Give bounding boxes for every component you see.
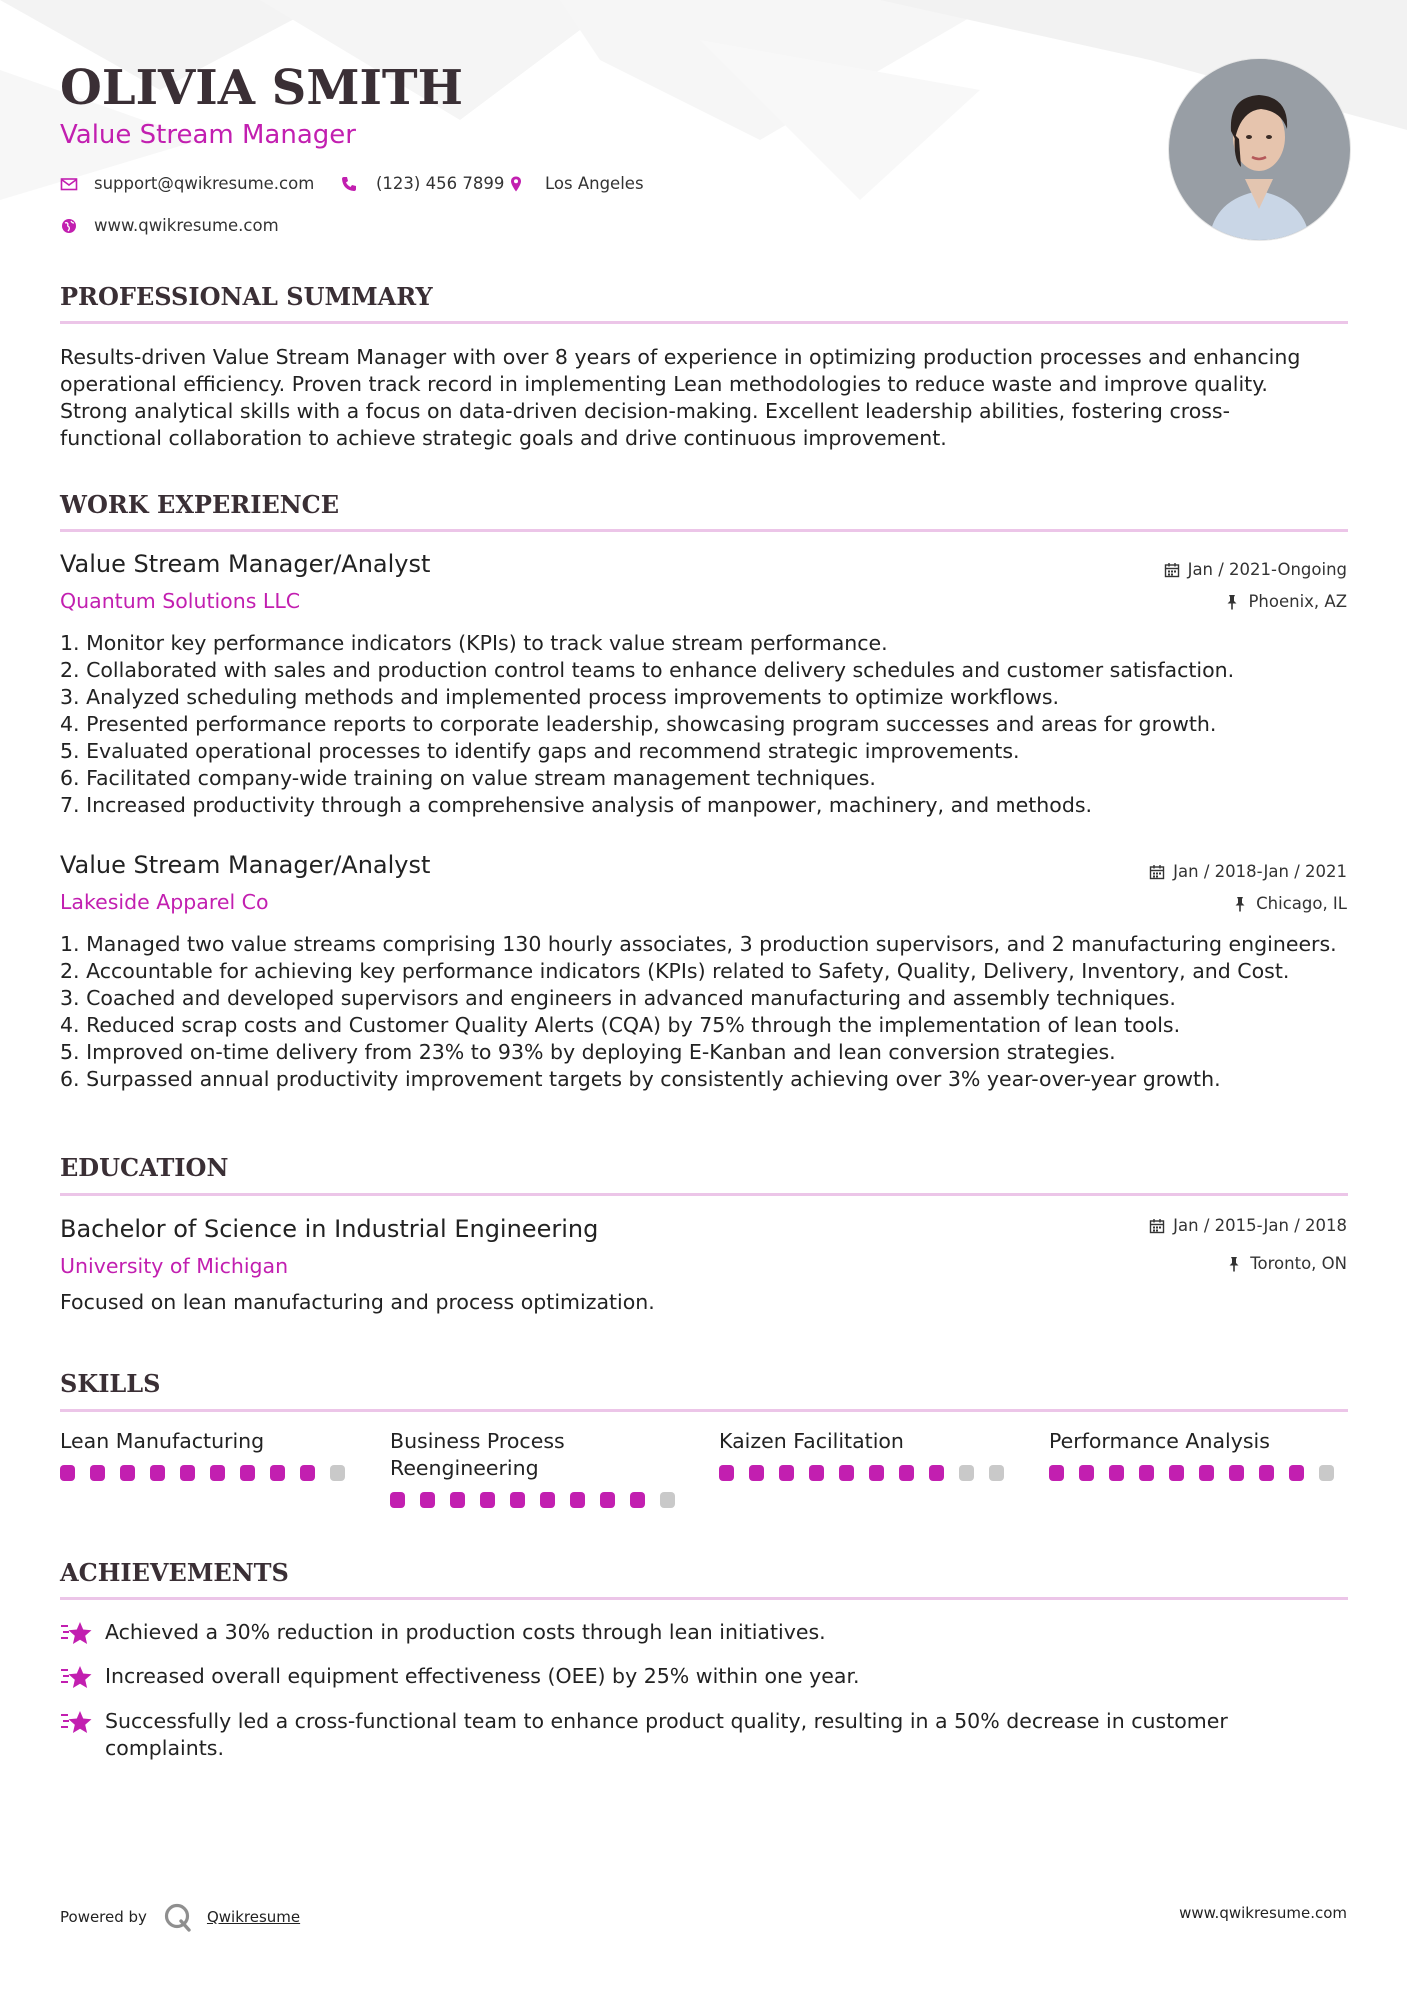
summary-line: functional collaboration to achieve strategic goals and drive continuous improvement. — [60, 426, 947, 450]
education-location-text: Toronto, ON — [1250, 1254, 1347, 1273]
list-item: 5. Improved on-time delivery from 23% to 93% by deploying E-Kanban and lean conversion strategies. — [60, 1040, 1116, 1064]
website-text: www.qwikresume.com — [94, 216, 279, 235]
rating-dot-filled — [450, 1492, 465, 1508]
list-item: 5. Evaluated operational processes to identify gaps and recommend strategic improvements. — [60, 739, 1020, 763]
company-name: Lakeside Apparel Co — [60, 890, 269, 914]
list-item: 1. Managed two value streams comprising 130 hourly associates, 3 production supervisors, and 2 manufacturing engineers. — [60, 932, 1337, 956]
achievements-divider — [60, 1597, 1348, 1600]
skill-rating — [719, 1465, 1019, 1481]
achievement-item — [60, 1619, 1350, 1647]
pushpin-icon — [1226, 1256, 1242, 1272]
pushpin-icon — [1232, 896, 1248, 912]
job-dates-text: Jan / 2021-Ongoing — [1187, 560, 1347, 579]
pushpin-icon — [1224, 594, 1240, 610]
rating-dot-filled — [809, 1465, 824, 1481]
phone-icon — [340, 175, 358, 193]
achievement-line: Increased overall equipment effectiveness (OEE) by 25% within one year. — [105, 1664, 860, 1688]
skill-item — [60, 1428, 360, 1481]
map-pin-icon — [507, 175, 525, 193]
skill-item — [719, 1428, 1019, 1481]
responsibility-list — [60, 931, 1360, 1093]
candidate-name: OLIVIA SMITH — [60, 60, 463, 116]
summary-line: Results-driven Value Stream Manager with over 8 years of experience in optimizing production processes and enhancing — [60, 345, 1301, 369]
summary-line: Strong analytical skills with a focus on data-driven decision-making. Excellent leadership abilities, fostering cross- — [60, 399, 1230, 423]
skill-rating — [60, 1465, 360, 1481]
rating-dot-filled — [929, 1465, 944, 1481]
rating-dot-filled — [1109, 1465, 1124, 1481]
achievements-heading: ACHIEVEMENTS — [60, 1558, 289, 1587]
contact-phone — [340, 173, 504, 195]
job-dates — [1164, 559, 1347, 581]
company-name: Quantum Solutions LLC — [60, 589, 301, 613]
rating-dot-filled — [150, 1465, 165, 1481]
list-item: 4. Reduced scrap costs and Customer Quality Alerts (CQA) by 75% through the implementation of lean tools. — [60, 1013, 1181, 1037]
rating-dot-filled — [540, 1492, 555, 1508]
job-title: Value Stream Manager/Analyst — [60, 851, 431, 879]
education-dates-text: Jan / 2015-Jan / 2018 — [1173, 1216, 1347, 1235]
list-item: 6. Surpassed annual productivity improvement targets by consistently achieving over 3% year-over-year growth. — [60, 1067, 1221, 1091]
rating-dot-filled — [1199, 1465, 1214, 1481]
list-item: 1. Monitor key performance indicators (KPIs) to track value stream performance. — [60, 631, 888, 655]
rating-dot-filled — [839, 1465, 854, 1481]
rating-dot-empty — [1319, 1465, 1334, 1481]
list-item: 2. Accountable for achieving key performance indicators (KPIs) related to Safety, Quality, Delivery, Inventory, and Cost. — [60, 959, 1290, 983]
email-text: support@qwikresume.com — [94, 174, 315, 193]
rating-dot-empty — [959, 1465, 974, 1481]
rating-dot-empty — [989, 1465, 1004, 1481]
envelope-icon — [60, 175, 78, 193]
rating-dot-filled — [240, 1465, 255, 1481]
education-description: Focused on lean manufacturing and process optimization. — [60, 1290, 655, 1314]
star-icon — [60, 1619, 94, 1647]
rating-dot-filled — [779, 1465, 794, 1481]
experience-heading: WORK EXPERIENCE — [60, 490, 340, 519]
job-title: Value Stream Manager/Analyst — [60, 550, 431, 578]
qwikresume-link[interactable]: Qwikresume — [206, 1908, 301, 1926]
rating-dot-filled — [869, 1465, 884, 1481]
summary-heading: PROFESSIONAL SUMMARY — [60, 282, 433, 311]
rating-dot-filled — [180, 1465, 195, 1481]
rating-dot-filled — [390, 1492, 405, 1508]
rating-dot-filled — [1079, 1465, 1094, 1481]
rating-dot-filled — [60, 1465, 75, 1481]
achievement-line: Achieved a 30% reduction in production costs through lean initiatives. — [105, 1620, 826, 1644]
skill-label-line: Lean Manufacturing — [60, 1429, 265, 1453]
skills-divider — [60, 1409, 1348, 1412]
skill-rating — [390, 1492, 690, 1508]
skill-item — [390, 1428, 690, 1508]
calendar-icon — [1149, 1218, 1165, 1234]
achievement-text — [105, 1663, 860, 1690]
powered-by-text: Powered by — [60, 1908, 147, 1926]
experience-divider — [60, 529, 1348, 532]
list-item: 4. Presented performance reports to corporate leadership, showcasing program successes and areas for growth. — [60, 712, 1217, 736]
job-location-text: Chicago, IL — [1256, 894, 1347, 913]
list-item: 3. Coached and developed supervisors and engineers in advanced manufacturing and assembly techniques. — [60, 986, 1176, 1010]
job-location-text: Phoenix, AZ — [1248, 592, 1347, 611]
list-item: 2. Collaborated with sales and production control teams to enhance delivery schedules and customer satisfaction. — [60, 658, 1235, 682]
rating-dot-filled — [1139, 1465, 1154, 1481]
rating-dot-filled — [1049, 1465, 1064, 1481]
rating-dot-filled — [1169, 1465, 1184, 1481]
achievement-item — [60, 1663, 1350, 1691]
skill-rating — [1049, 1465, 1349, 1481]
job-dates-text: Jan / 2018-Jan / 2021 — [1173, 862, 1347, 881]
skill-label-line: Kaizen Facilitation — [719, 1429, 904, 1453]
rating-dot-filled — [719, 1465, 734, 1481]
list-item: 6. Facilitated company-wide training on value stream management techniques. — [60, 766, 876, 790]
list-item: 7. Increased productivity through a comprehensive analysis of manpower, machinery, and methods. — [60, 793, 1093, 817]
rating-dot-filled — [1259, 1465, 1274, 1481]
job-location — [1232, 893, 1347, 915]
skill-label-line: Reengineering — [390, 1456, 539, 1480]
degree-title: Bachelor of Science in Industrial Engineering — [60, 1215, 599, 1243]
rating-dot-filled — [600, 1492, 615, 1508]
contact-website — [60, 215, 279, 237]
skill-label — [60, 1428, 360, 1455]
rating-dot-filled — [300, 1465, 315, 1481]
rating-dot-filled — [510, 1492, 525, 1508]
school-name: University of Michigan — [60, 1254, 289, 1278]
contact-email — [60, 173, 314, 195]
education-heading: EDUCATION — [60, 1153, 229, 1182]
job-dates — [1149, 861, 1347, 883]
skills-heading: SKILLS — [60, 1369, 161, 1398]
achievement-line: Successfully led a cross-functional team to enhance product quality, resulting in a 50% decrease in customer — [105, 1709, 1228, 1733]
education-divider — [60, 1193, 1348, 1196]
skill-item — [1049, 1428, 1349, 1481]
rating-dot-filled — [210, 1465, 225, 1481]
calendar-icon — [1149, 864, 1165, 880]
phone-text: (123) 456 7899 — [376, 174, 505, 193]
rating-dot-filled — [1229, 1465, 1244, 1481]
footer-url[interactable]: www.qwikresume.com — [1179, 1904, 1347, 1922]
list-item: 3. Analyzed scheduling methods and implemented process improvements to optimize workflows. — [60, 685, 1060, 709]
job-location — [1224, 591, 1347, 613]
summary-line: operational efficiency. Proven track record in implementing Lean methodologies to reduce waste and improve quality. — [60, 372, 1268, 396]
summary-text — [60, 344, 1350, 452]
summary-divider — [60, 321, 1348, 324]
education-dates — [1149, 1215, 1347, 1237]
profile-photo — [1168, 58, 1351, 241]
star-icon — [60, 1663, 94, 1691]
skill-label — [390, 1428, 690, 1482]
rating-dot-filled — [1289, 1465, 1304, 1481]
skill-label — [719, 1428, 1019, 1455]
location-text: Los Angeles — [545, 174, 644, 193]
rating-dot-filled — [480, 1492, 495, 1508]
contact-location — [507, 173, 644, 195]
candidate-title: Value Stream Manager — [60, 120, 356, 150]
rating-dot-empty — [330, 1465, 345, 1481]
achievement-item — [60, 1708, 1350, 1762]
footer-powered-by — [60, 1902, 300, 1932]
rating-dot-filled — [420, 1492, 435, 1508]
rating-dot-filled — [630, 1492, 645, 1508]
rating-dot-filled — [270, 1465, 285, 1481]
rating-dot-filled — [749, 1465, 764, 1481]
calendar-icon — [1164, 562, 1180, 578]
skill-label-line: Performance Analysis — [1049, 1429, 1270, 1453]
rating-dot-filled — [899, 1465, 914, 1481]
skill-label-line: Business Process — [390, 1429, 565, 1453]
rating-dot-filled — [570, 1492, 585, 1508]
rating-dot-filled — [120, 1465, 135, 1481]
skill-label — [1049, 1428, 1349, 1455]
rating-dot-filled — [90, 1465, 105, 1481]
achievement-line: complaints. — [105, 1736, 224, 1760]
star-icon — [60, 1708, 94, 1736]
globe-icon — [60, 217, 78, 235]
achievement-text — [105, 1708, 1228, 1762]
education-location — [1226, 1253, 1347, 1275]
achievement-text — [105, 1619, 826, 1646]
rating-dot-empty — [660, 1492, 675, 1508]
qwikresume-logo-icon — [163, 1902, 193, 1932]
responsibility-list — [60, 630, 1360, 819]
